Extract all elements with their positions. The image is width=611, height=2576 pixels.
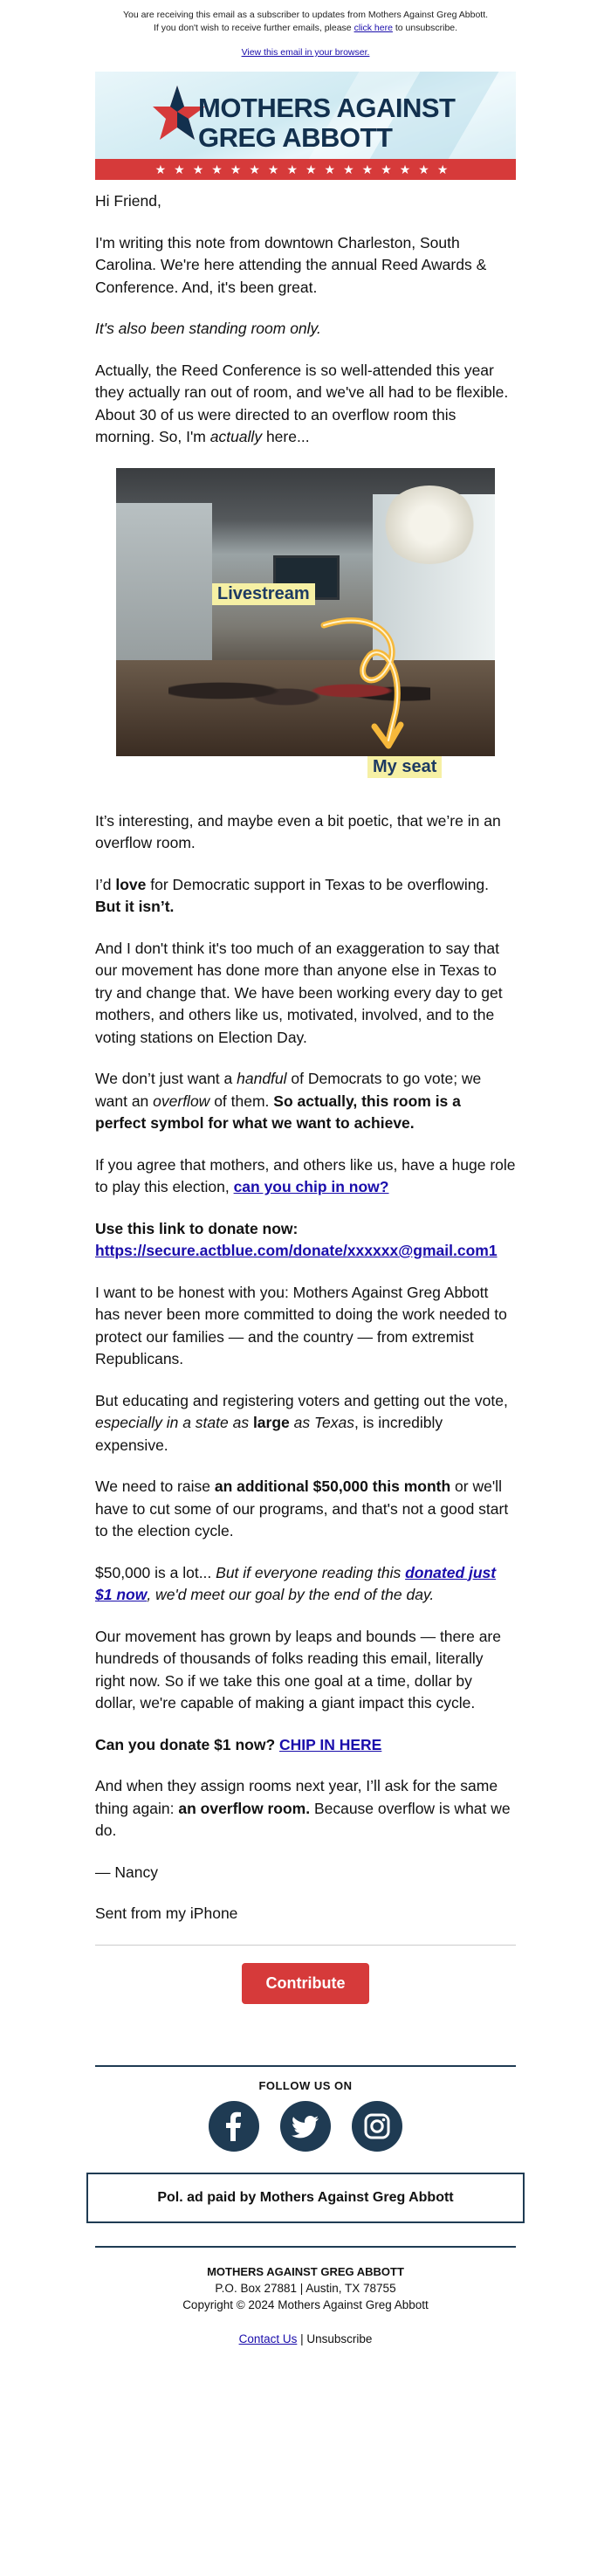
unsubscribe-click-here-link[interactable]: click here [354,23,393,33]
follow-heading: FOLLOW US ON [258,2078,353,2092]
paragraph: I'm writing this note from downtown Charleston, South Carolina. We're here attending the annual Reed Awards & Conference. And, it's been great. [95,233,487,296]
logo-text-line1: MOTHERS AGAINST [198,93,456,123]
paragraph: Actually, the Reed Conference is so well-attended this year they actually ran out of room, and we've all had to be flexible. About 30 of us were directed to an overflow room this morning. So, I'm actually here... [95,361,509,445]
divider [95,1945,516,1946]
social-section [95,2065,516,2223]
twitter-icon[interactable] [280,2101,331,2152]
my-seat-label: My seat [367,756,442,778]
logo-text-line2: GREG ABBOTT [198,122,393,153]
subscriber-notice: You are receiving this email as a subscriber to updates from Mothers Against Greg Abbott. [122,10,489,20]
view-in-browser-link[interactable]: View this email in your browser. [241,47,370,58]
paragraph: If you agree that mothers, and others like us, have a huge role to play this election, can you chip in now? [95,1155,516,1195]
donate-link-block [95,1218,516,1263]
unsubscribe-link[interactable]: Unsubscribe [306,2331,373,2345]
livestream-label: Livestream [212,583,315,605]
email-body [95,190,516,2004]
paragraph: $50,000 is a lot... But if everyone reading this donated just $1 now, we'd meet our goal by the end of the day. [95,1563,497,1603]
cta-section [95,1963,516,2004]
paragraph: Our movement has grown by leaps and bounds — there are hundreds of thousands of folks reading this email, literally right now. So if we take this one goal at a time, dollar by dollar, we're capable of making a giant impact this cycle. [95,1627,501,1712]
preheader [95,0,516,59]
signoff: — Nancy [95,1863,158,1881]
overflow-room-photo [116,468,495,791]
contribute-button[interactable]: Contribute [242,1963,370,2004]
paragraph: I’d love for Democratic support in Texas to be overflowing. But it isn’t. [95,875,490,915]
sent-from: Sent from my iPhone [95,1904,238,1922]
footer-copyright: Copyright © 2024 Mothers Against Greg Abbott [182,2297,429,2311]
star-strip: ★★★★★★★★★★★★★★★★ [95,159,516,180]
paragraph: It’s interesting, and maybe even a bit poetic, that we’re in an overflow room. [95,811,501,851]
paragraph: I want to be honest with you: Mothers Against Greg Abbott has never been more committed to doing the work needed to protect our families — and the country — from extremist Republicans. [95,1283,507,1367]
greeting: Hi Friend, [95,192,161,210]
paragraph: It's also been standing room only. [95,320,321,337]
facebook-icon[interactable] [209,2101,259,2152]
social-links [95,2101,516,2152]
instagram-icon[interactable] [352,2101,402,2152]
chip-in-now-link[interactable]: can you chip in now? [233,1178,389,1195]
donated-1-link[interactable]: donated just $1 now [95,1563,497,1603]
paragraph: But educating and registering voters and getting out the vote, especially in a state as large as Texas, is incredibly expensive. [95,1391,508,1454]
donate-link-label: Use this link to donate now: [95,1219,299,1237]
header-banner [95,72,516,180]
email-container [95,0,516,2347]
paragraph: And when they assign rooms next year, I’ll ask for the same thing again: an overflow room. Because overflow is what we do. [95,1777,511,1839]
star-logo-icon [153,84,205,154]
paragraph: And I don't think it's too much of an exaggeration to say that our movement has done more than anyone else in Texas to try and change that. We have been working every day to get mothers, and others like us, motivated, involved, and to the voting stations on Election Day. [95,939,503,1046]
paragraph: We need to raise an additional $50,000 this month or we'll have to cut some of our programs, and that's not a good start to the election cycle. [95,1477,509,1539]
paid-for-disclaimer: Pol. ad paid by Mothers Against Greg Abbott [86,2173,525,2223]
paragraph: Can you donate $1 now? CHIP IN HERE [95,1735,382,1753]
footer-address: P.O. Box 27881 | Austin, TX 78755 [215,2281,396,2295]
arrow-annotation-icon [116,468,495,791]
paragraph: We don’t just want a handful of Democrats to go vote; we want an overflow of them. So actually, this room is a perfect symbol for what we want to achieve. [95,1070,482,1132]
footer-links: Contact Us | Unsubscribe [238,2331,373,2345]
actblue-donate-link[interactable]: https://secure.actblue.com/donate/xxxxxx@gmail.com1 [95,1242,498,1259]
contact-us-link[interactable]: Contact Us [238,2331,298,2345]
footer [95,2246,516,2347]
chip-in-here-link[interactable]: CHIP IN HERE [279,1735,382,1753]
unsubscribe-notice: If you don't wish to receive further emails, please click here to unsubscribe. [153,23,458,33]
footer-org-name: MOTHERS AGAINST GREG ABBOTT [207,2264,404,2278]
brand-logo [153,84,467,154]
